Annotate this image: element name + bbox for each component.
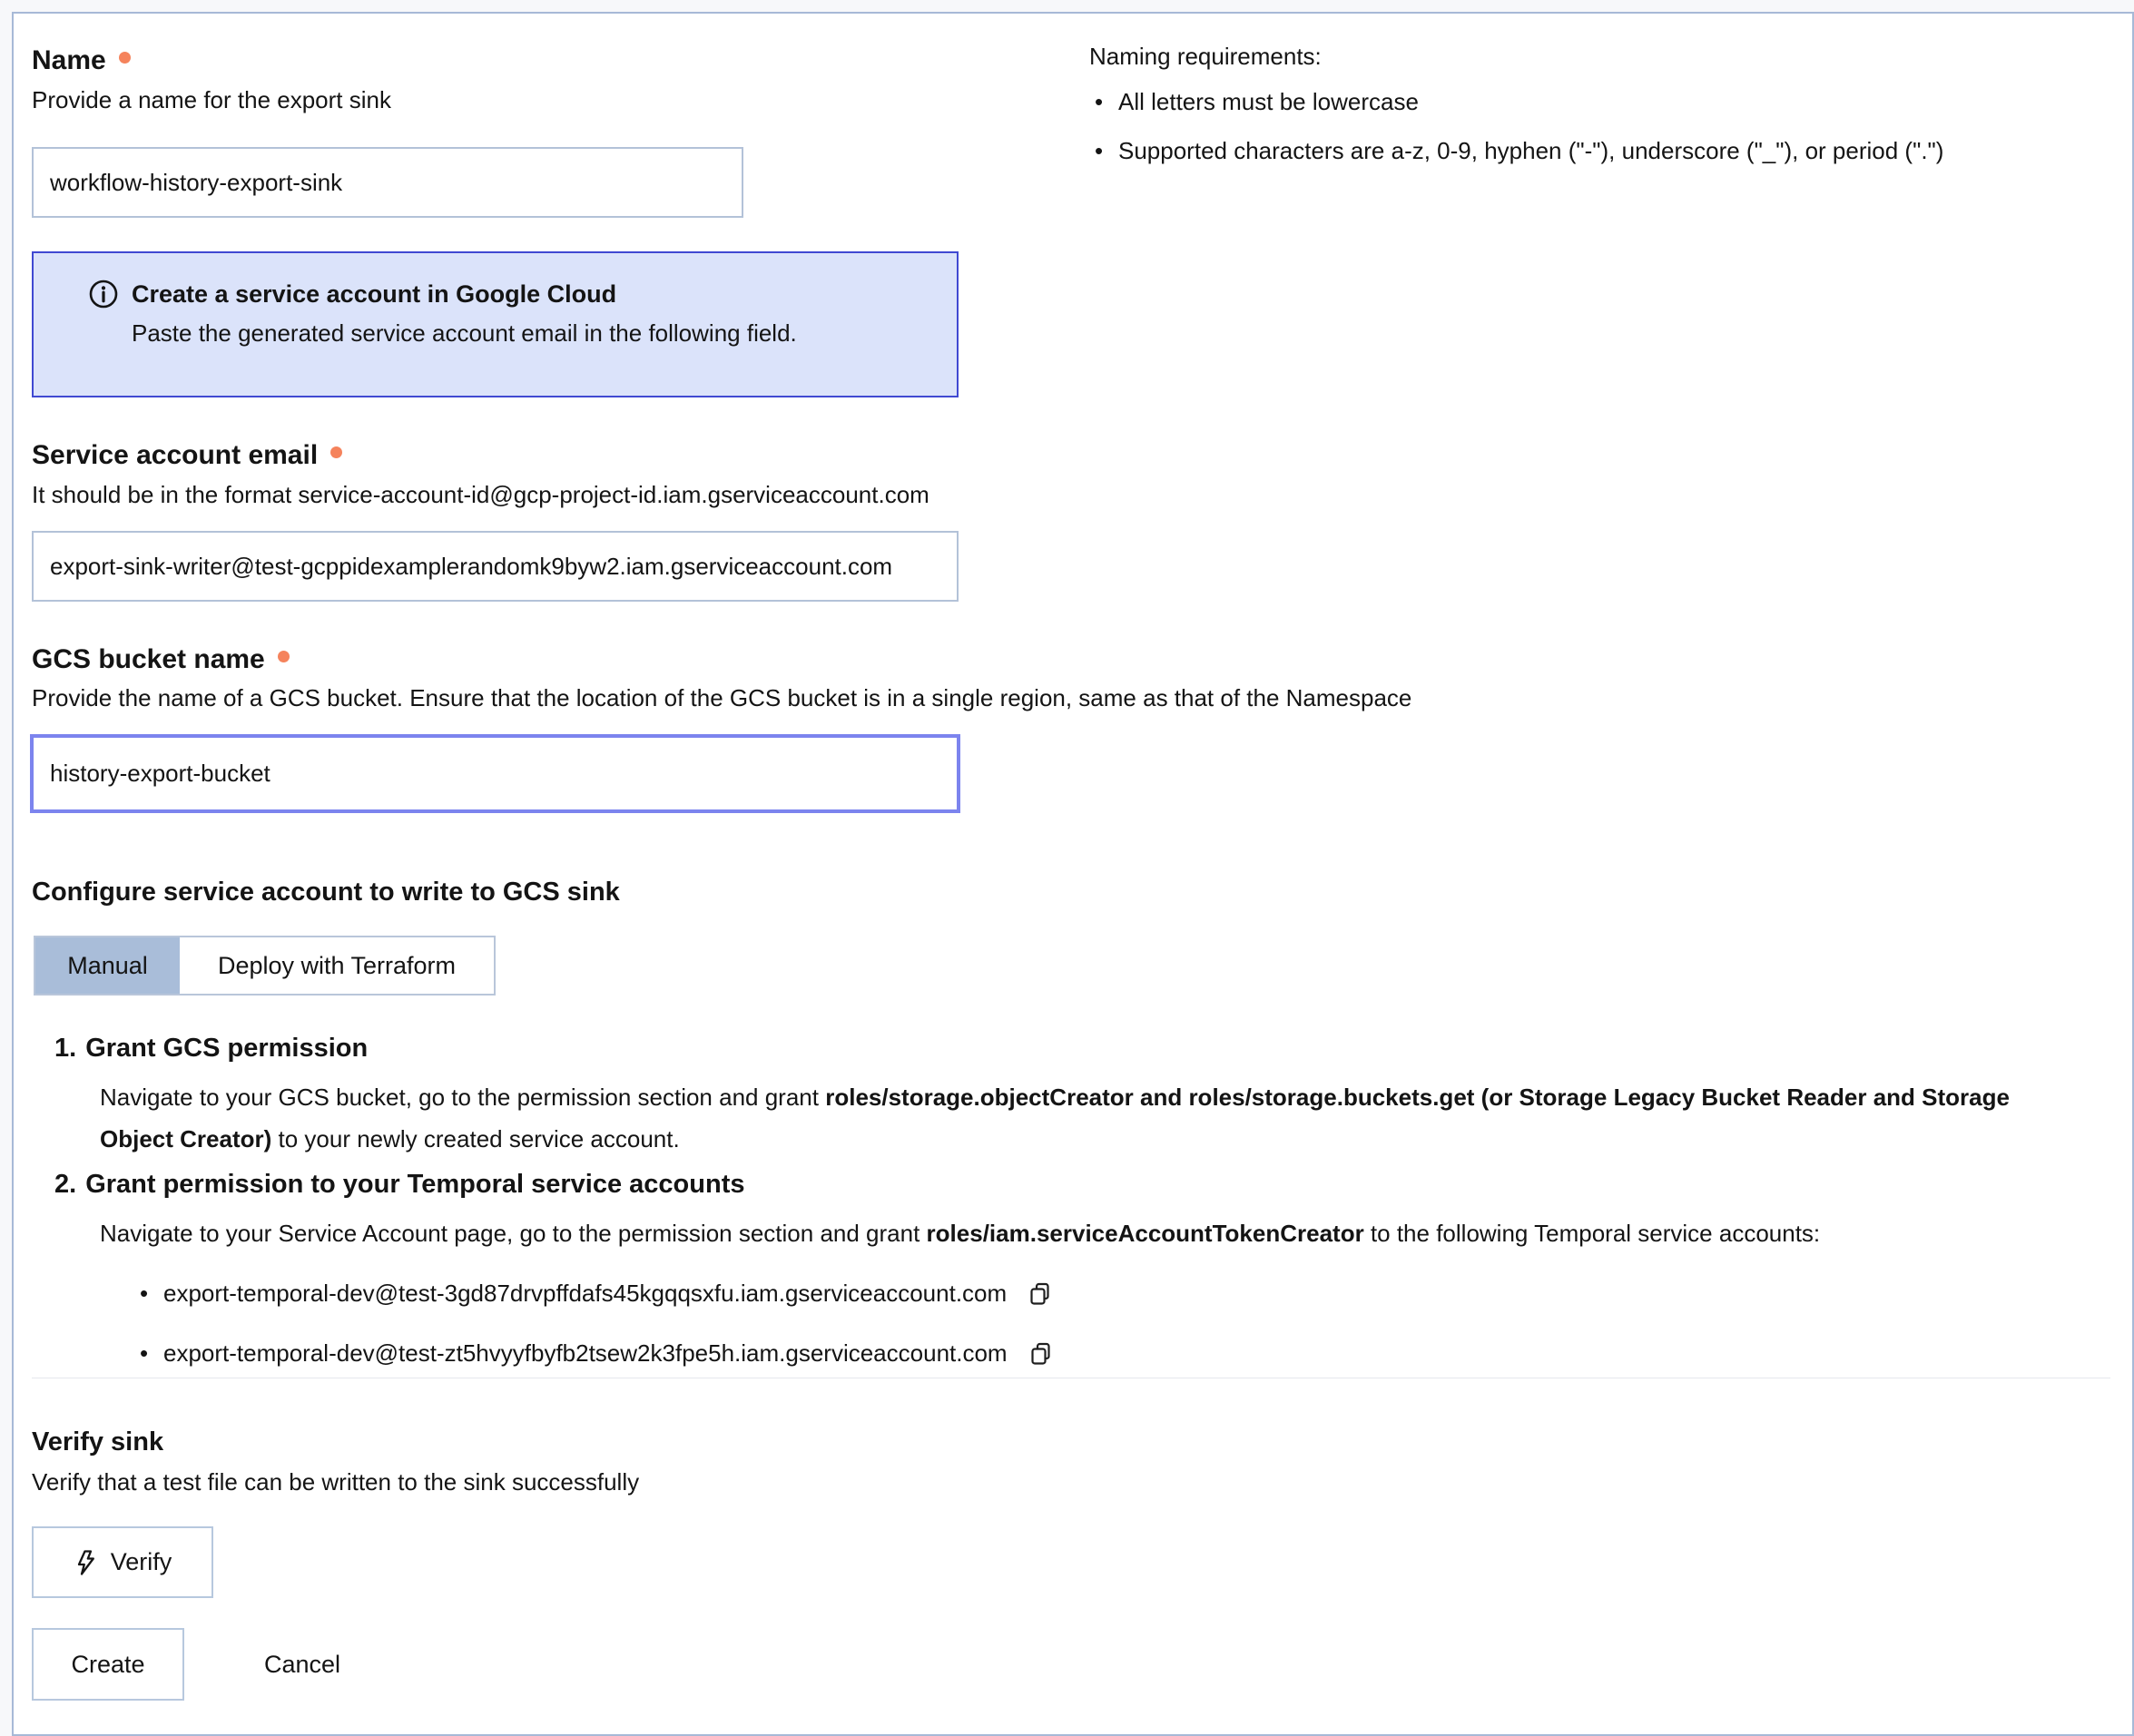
configure-tab-group <box>34 936 496 996</box>
sink-name-input[interactable] <box>32 147 743 218</box>
naming-requirement-item <box>1089 85 2124 118</box>
name-field-description: Provide a name for the export sink <box>32 86 391 113</box>
verify-button-label: Verify <box>110 1548 172 1575</box>
manual-steps <box>54 1033 2088 1398</box>
list-item <box>140 1278 2088 1309</box>
gcs-bucket-name-label <box>32 642 290 677</box>
name-label-text: Name <box>32 45 106 75</box>
name-input-wrap <box>32 147 743 218</box>
gcs-bucket-name-label-text: GCS bucket name <box>32 644 265 674</box>
copy-button[interactable] <box>1027 1280 1053 1307</box>
required-indicator <box>330 446 342 458</box>
step-title-text: Grant GCS permission <box>85 1034 369 1063</box>
info-banner <box>32 251 959 397</box>
copy-icon <box>1028 1340 1054 1367</box>
name-field-label <box>32 44 131 78</box>
step-text-bold: roles/iam.serviceAccountTokenCreator <box>926 1220 1364 1247</box>
temporal-service-account-email: export-temporal-dev@test-zt5hvyyfbyfb2tsew2k3fpe5h.iam.gserviceaccount.com <box>163 1339 1008 1367</box>
info-banner-title: Create a service account in Google Cloud <box>132 280 617 308</box>
info-banner-description: Paste the generated service account email in the following field. <box>132 319 797 347</box>
verify-button[interactable] <box>32 1526 213 1598</box>
temporal-service-account-email: export-temporal-dev@test-3gd87drvpffdafs45kgqqsxfu.iam.gserviceaccount.com <box>163 1280 1008 1307</box>
service-account-email-label <box>32 438 342 473</box>
temporal-service-account-list <box>140 1278 2088 1368</box>
step-text: to your newly created service account. <box>271 1125 680 1152</box>
cancel-button[interactable]: Cancel <box>225 1628 379 1701</box>
step-1-title <box>54 1033 2088 1064</box>
bullet-icon: • <box>1095 137 1104 164</box>
step-1-instructions <box>100 1076 2079 1160</box>
step-2-instructions <box>100 1212 2079 1254</box>
bullet-icon: • <box>140 1339 149 1367</box>
copy-icon <box>1027 1280 1053 1307</box>
tab-manual[interactable]: Manual <box>35 937 180 994</box>
list-item <box>140 1338 2088 1368</box>
step-text: to the following Temporal service accounts: <box>1363 1220 1821 1247</box>
create-button[interactable]: Create <box>32 1628 184 1701</box>
info-icon <box>88 279 119 309</box>
step-number: 1. <box>54 1034 77 1063</box>
service-account-email-label-text: Service account email <box>32 440 319 470</box>
naming-requirements <box>1089 40 2124 183</box>
step-title-text: Grant permission to your Temporal service accounts <box>85 1170 745 1199</box>
verify-sink-title: Verify sink <box>32 1427 164 1456</box>
step-text: Navigate to your GCS bucket, go to the permission section and grant <box>100 1084 826 1111</box>
service-account-email-input-wrap <box>32 531 959 602</box>
configure-section-title: Configure service account to write to GCS sink <box>32 878 620 907</box>
service-account-email-description: It should be in the format service-account-id@gcp-project-id.iam.gserviceaccount.com <box>32 481 929 508</box>
bullet-icon: • <box>1095 88 1104 115</box>
info-banner-text <box>132 277 797 349</box>
service-account-email-input[interactable] <box>32 531 959 602</box>
naming-requirement-text: All letters must be lowercase <box>1118 88 1419 115</box>
gcs-bucket-name-input[interactable] <box>30 734 960 813</box>
gcs-bucket-input-wrap <box>30 734 960 813</box>
naming-requirement-item <box>1089 134 2124 167</box>
lightning-icon <box>74 1549 98 1576</box>
bullet-icon: • <box>140 1280 149 1307</box>
step-text: Navigate to your Service Account page, go to the permission section and grant <box>100 1220 927 1247</box>
step-text-bold: roles/storage.objectCreator and roles/storage.buckets.get (or Storage Legacy Bucket Reader and Storage Object Creator) <box>100 1084 2010 1152</box>
required-indicator <box>278 651 290 662</box>
naming-requirements-title: Naming requirements: <box>1089 43 1322 70</box>
naming-requirement-text: Supported characters are a-z, 0-9, hyphen ("-"), underscore ("_"), or period (".") <box>1118 137 1944 164</box>
verify-sink-description: Verify that a test file can be written to the sink successfully <box>32 1468 640 1496</box>
copy-button[interactable] <box>1028 1340 1054 1367</box>
step-2-title <box>54 1169 2088 1200</box>
step-number: 2. <box>54 1170 77 1199</box>
gcs-bucket-description: Provide the name of a GCS bucket. Ensure that the location of the GCS bucket is in a single region, same as that of the Namespace <box>32 684 1412 711</box>
tab-deploy-with-terraform[interactable]: Deploy with Terraform <box>217 951 457 979</box>
required-indicator <box>119 52 131 64</box>
